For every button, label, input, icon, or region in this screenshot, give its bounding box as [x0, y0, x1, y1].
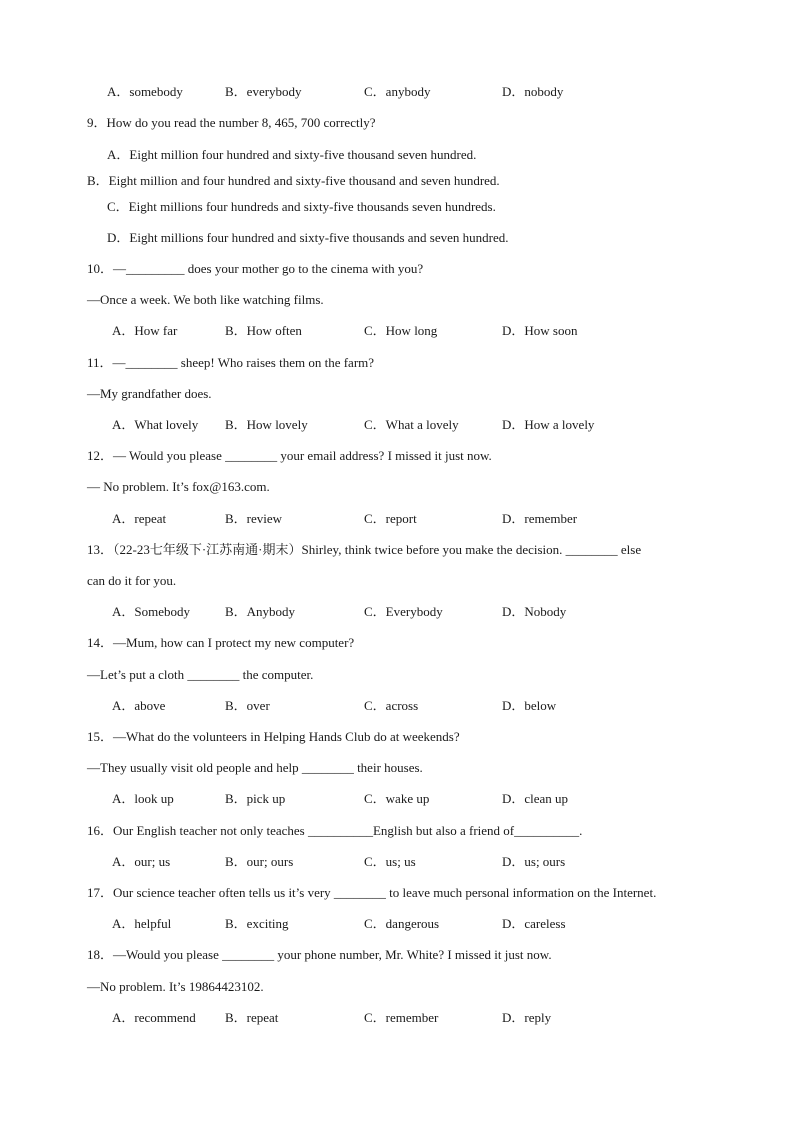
- question-number: 18．: [87, 947, 114, 962]
- long-option-a: A．Eight million four hundred and sixty-five thousand seven hundred.: [107, 147, 477, 162]
- option-c: C．across: [364, 698, 419, 713]
- option-a: A．our; us: [112, 854, 171, 869]
- option-b: B．over: [225, 698, 270, 713]
- option-b: B．repeat: [225, 1010, 279, 1025]
- option-d: D．Nobody: [502, 604, 567, 619]
- question-number: 9．: [87, 115, 107, 130]
- option-b: B．exciting: [225, 916, 289, 931]
- option-a: A．helpful: [112, 916, 172, 931]
- question-stem: [87, 115, 375, 131]
- option-d: D．us; ours: [502, 854, 566, 869]
- dialogue-reply: —Let’s put a cloth ________ the computer.: [87, 667, 314, 682]
- option-c: C．anybody: [364, 84, 431, 99]
- option-c: C．What a lovely: [364, 417, 459, 432]
- option-b: B．our; ours: [225, 854, 294, 869]
- question-stem: [87, 448, 492, 464]
- option-b: B．pick up: [225, 791, 286, 806]
- question-text: —What do the volunteers in Helping Hands Club do at weekends?: [113, 729, 460, 744]
- question-stem: [87, 885, 656, 901]
- option-c: C．Everybody: [364, 604, 443, 619]
- question-stem: [87, 355, 374, 371]
- dialogue-reply: —My grandfather does.: [87, 386, 212, 401]
- question-stem: [87, 947, 552, 963]
- option-a: A．Somebody: [112, 604, 191, 619]
- question-text: — Would you please ________ your email address? I missed it just now.: [113, 448, 492, 463]
- option-b: B．review: [225, 511, 283, 526]
- question-stem: [87, 261, 423, 277]
- question-number: 12．: [87, 448, 114, 463]
- option-a: A．somebody: [107, 84, 183, 99]
- question-stem: [87, 542, 641, 558]
- question-text: —________ sheep! Who raises them on the farm?: [112, 355, 375, 370]
- option-c: C．wake up: [364, 791, 430, 806]
- option-d: D．How a lovely: [502, 417, 595, 432]
- option-b: B．everybody: [225, 84, 302, 99]
- option-d: D．reply: [502, 1010, 552, 1025]
- option-d: D．clean up: [502, 791, 569, 806]
- question-text: Our English teacher not only teaches __________English but also a friend of__________.: [113, 823, 583, 838]
- question-stem: [87, 635, 354, 651]
- option-a: A．recommend: [112, 1010, 196, 1025]
- question-number: 11．: [87, 355, 113, 370]
- option-d: D．below: [502, 698, 557, 713]
- question-number: 16．: [87, 823, 114, 838]
- question-number: 10．: [87, 261, 114, 276]
- option-d: D．careless: [502, 916, 566, 931]
- question-number: 14．: [87, 635, 114, 650]
- option-b: B．Anybody: [225, 604, 296, 619]
- long-option-c: C．Eight millions four hundreds and sixty-five thousands seven hundreds.: [107, 199, 496, 214]
- question-text: Our science teacher often tells us it’s very ________ to leave much personal information on the Internet.: [113, 885, 657, 900]
- question-text: How do you read the number 8, 465, 700 correctly?: [106, 115, 376, 130]
- question-text-continued: can do it for you.: [87, 573, 177, 588]
- question-number: 13．: [87, 542, 114, 557]
- dialogue-reply: —No problem. It’s 19864423102.: [87, 979, 264, 994]
- question-number: 17．: [87, 885, 114, 900]
- option-a: A．above: [112, 698, 166, 713]
- long-option-b: B．Eight million and four hundred and sixty-five thousand and seven hundred.: [87, 173, 500, 188]
- option-a: A．How far: [112, 323, 178, 338]
- dialogue-reply: —They usually visit old people and help ________ their houses.: [87, 760, 423, 775]
- question-text: —Would you please ________ your phone number, Mr. White? I missed it just now.: [113, 947, 552, 962]
- option-a: A．repeat: [112, 511, 167, 526]
- question-stem: [87, 823, 582, 839]
- option-a: A．What lovely: [112, 417, 199, 432]
- option-b: B．How often: [225, 323, 302, 338]
- option-a: A．look up: [112, 791, 174, 806]
- option-b: B．How lovely: [225, 417, 308, 432]
- question-number: 15．: [87, 729, 114, 744]
- question-text: —Mum, how can I protect my new computer?: [113, 635, 355, 650]
- dialogue-reply: —Once a week. We both like watching films.: [87, 292, 324, 307]
- option-c: C．us; us: [364, 854, 416, 869]
- long-option-d: D．Eight millions four hundred and sixty-five thousands and seven hundred.: [107, 230, 509, 245]
- option-c: C．How long: [364, 323, 438, 338]
- question-text: （22-23七年级下·江苏南通·期末）Shirley, think twice before you make the decision. ________ else: [113, 542, 642, 557]
- option-d: D．nobody: [502, 84, 564, 99]
- question-text: —_________ does your mother go to the cinema with you?: [113, 261, 424, 276]
- option-c: C．report: [364, 511, 417, 526]
- dialogue-reply: — No problem. It’s fox@163.com.: [87, 479, 270, 494]
- question-stem: [87, 729, 460, 745]
- option-d: D．How soon: [502, 323, 578, 338]
- option-d: D．remember: [502, 511, 578, 526]
- option-c: C．dangerous: [364, 916, 440, 931]
- option-c: C．remember: [364, 1010, 439, 1025]
